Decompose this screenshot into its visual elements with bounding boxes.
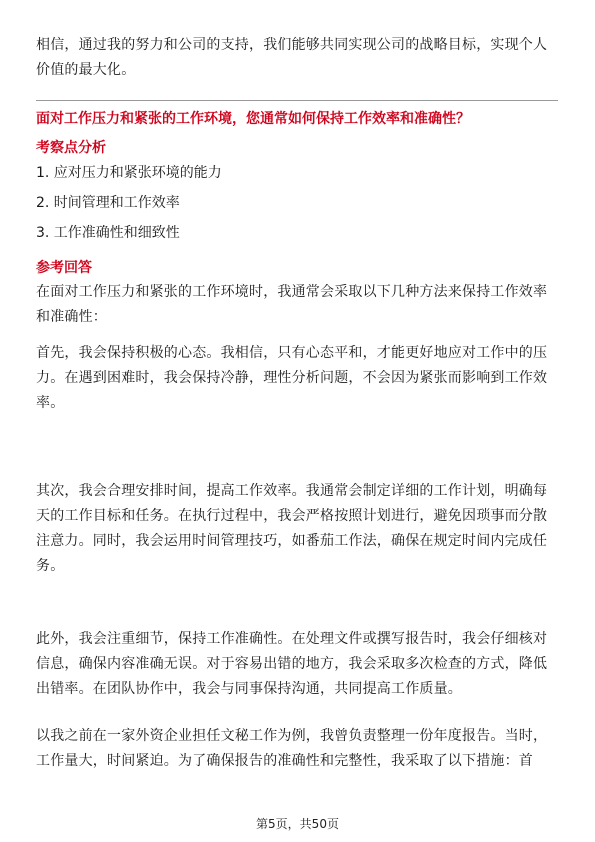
text-line: 率。 [36,395,65,411]
answer-paragraph [36,341,558,416]
text-line: 此外，我会注重细节，保持工作准确性。在处理文件或撰写报告时，我会仔细核对 [36,631,548,647]
answer-paragraph [36,724,558,774]
text-line: 相信，通过我的努力和公司的支持，我们能够共同实现公司的战略目标，实现个人 [36,37,548,53]
text-line: 和准确性： [36,309,107,325]
question-heading: 面对工作压力和紧张的工作环境，您通常如何保持工作效率和准确性？ [36,111,470,127]
analysis-item: 2. 时间管理和工作效率 [36,195,180,211]
answer-paragraph [36,280,558,330]
analysis-heading: 考察点分析 [36,140,106,156]
text-line: 价值的最大化。 [36,62,136,78]
text-line: 天的工作目标和任务。在执行过程中，我会严格按照计划进行，避免因琐事而分散 [36,508,548,524]
answer-heading: 参考回答 [36,260,92,276]
text-line: 其次，我会合理安排时间，提高工作效率。我通常会制定详细的工作计划，明确每 [36,483,548,499]
text-line: 首先，我会保持积极的心态。我相信，只有心态平和，才能更好地应对工作中的压 [36,345,548,361]
text-line: 以我之前在一家外资企业担任文秘工作为例，我曾负责整理一份年度报告。当时， [36,728,548,744]
answer-paragraph [36,479,558,579]
analysis-item: 3. 工作准确性和细致性 [36,225,180,241]
text-line: 务。 [36,558,65,574]
text-line: 力。在遇到困难时，我会保持冷静，理性分析问题，不会因为紧张而影响到工作效 [36,370,548,386]
text-line: 工作量大，时间紧迫。为了确保报告的准确性和完整性，我采取了以下措施：首 [36,753,533,769]
page-number: 第5页，共50页 [256,817,339,831]
answer-paragraph [36,627,558,702]
text-line: 注意力。同时，我会运用时间管理技巧，如番茄工作法，确保在规定时间内完成任 [36,533,548,549]
text-line: 出错率。在团队协作中，我会与同事保持沟通，共同提高工作质量。 [36,681,462,697]
text-line: 信息，确保内容准确无误。对于容易出错的地方，我会采取多次检查的方式，降低 [36,656,548,672]
text-line: 在面对工作压力和紧张的工作环境时，我通常会采取以下几种方法来保持工作效率 [36,284,548,300]
intro-paragraph [36,33,558,83]
divider [36,100,558,101]
analysis-item: 1. 应对压力和紧张环境的能力 [36,165,222,181]
